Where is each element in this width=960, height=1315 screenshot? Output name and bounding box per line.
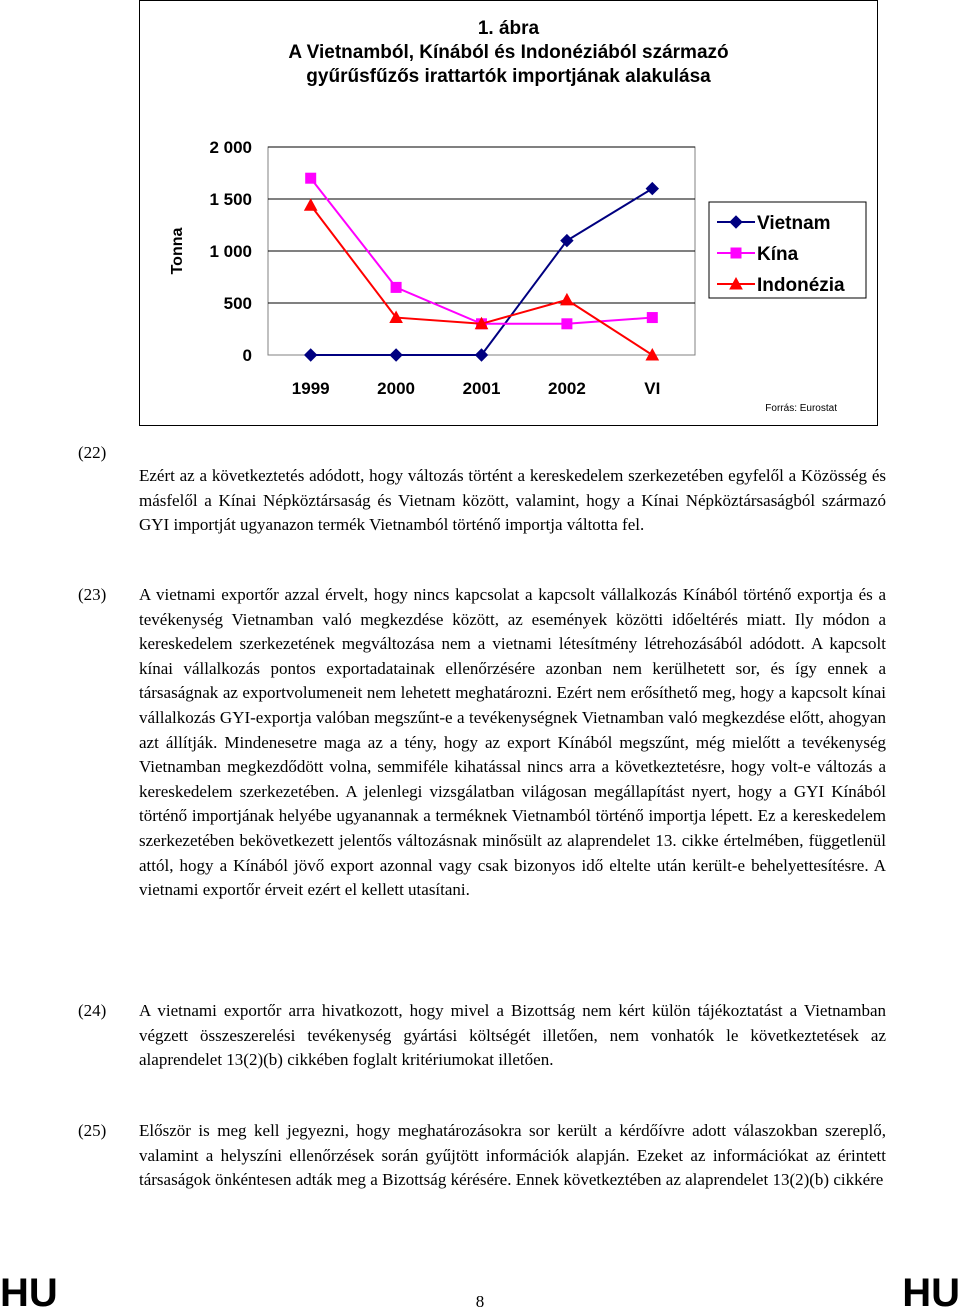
y-axis-title: Tonna [169, 227, 186, 275]
x-tick-label: 1999 [291, 379, 330, 398]
source-note: Forrás: Eurostat [765, 403, 837, 414]
y-tick-label: 2 000 [209, 138, 252, 157]
language-mark-right: HU [902, 1271, 960, 1315]
data-point-indon-zia [561, 294, 573, 305]
figure-title-line-3: gyűrűsfűzős irattartók importjának alakulása [306, 66, 711, 87]
data-point-k-na [562, 319, 572, 329]
paragraph-number: (22) [78, 443, 107, 462]
data-point-k-na [647, 313, 657, 323]
paragraph-22 [78, 441, 886, 538]
data-point-vietnam [646, 183, 658, 195]
x-tick-label: VI [644, 379, 661, 398]
data-point-vietnam [305, 349, 317, 361]
paragraph-text: Ezért az a következtetés adódott, hogy változás történt a kereskedelem szerkezetében egyfelől a Közösség és másfelől a Kínai Népköztársaság és Vietnam között, valamint, hogy a Kínai Népköztársaságból származó GYI importját ugyanazon termék Vietnamból történő importja váltotta fel. [139, 466, 886, 535]
line-chart [140, 1, 877, 425]
series-line-indon-zia [311, 205, 653, 355]
x-tick-label: 2000 [377, 379, 416, 398]
legend-label-vietnam: Vietnam [757, 213, 831, 234]
data-point-vietnam [390, 349, 402, 361]
paragraph-25 [78, 1119, 886, 1193]
y-tick-label: 0 [242, 346, 252, 365]
paragraph-text: Először is meg kell jegyezni, hogy meghatározásokra sor került a kérdőívre adott válaszokban szereplő, valamint a helyszíni ellenőrzések során gyűjtött információk alapján. Ezeket az információkat az érintett társaságok önkéntesen adták meg a Bizottság kérésére. Ennek következtében az alaprendelet 13(2)(b) cikkére [139, 1121, 886, 1190]
data-point-k-na [306, 173, 316, 183]
legend-marker-k-na [731, 248, 741, 258]
figure-box [139, 0, 878, 426]
y-tick-label: 1 000 [209, 242, 252, 261]
paragraph-23 [78, 583, 886, 903]
y-tick-label: 1 500 [209, 190, 252, 209]
legend-label-indon-zia: Indonézia [757, 275, 845, 296]
legend-label-k-na: Kína [757, 244, 799, 265]
paragraph-number: (25) [78, 1121, 107, 1140]
data-point-indon-zia [305, 199, 317, 210]
paragraph-number: (24) [78, 1001, 107, 1020]
paragraph-text: A vietnami exportőr azzal érvelt, hogy nincs kapcsolat a kapcsolt vállalkozás Kínából történő exportja és a tevékenység Vietnamban való megkezdése között, az események közötti időeltérés miatt. Ily módon a kereskedelem szerkezetének megváltozása nem a vietnami létesítmény létrehozásából adódott. A kapcsolt kínai vállalkozás pontos exportadatainak ellenőrzésére azonban nem kerülhetett sor, és így ennek a társaságnak az exportvolumeneit nem lehetett meghatározni. Ezért nem erősíthető meg, hogy a kapcsolt kínai vállalkozás GYI-exportja valóban megszűnt-e a tevékenységnek Vietnamban való megkezdése előtt, ahogyan azt állítják. Mindenesetre maga az a tény, hogy az export Kínából megszűnt, még mielőtt a tevékenység Vietnamban megkezdődött volna, semmiféle kihatással nincs arra a következtetésre, hogy volt-e változás a kereskedelem szerkezetében. A jelenlegi vizsgálatban világosan megállapítást nyert, hogy a GYI Kínából történő importjának helyébe ugyanannak a terméknek Vietnamból történő importja lépett. Ez a kereskedelem szerkezetében bekövetkezett jelentős változásnak minősült az alaprendelet 13. cikke értelmében, függetlenül attól, hogy a Kínából jövő export azonnal vagy csak bizonyos idő eltelte után került-e behelyettesítésre. A vietnami exportőr érveit ezért el kellett utasítani. [139, 585, 886, 900]
x-tick-label: 2002 [547, 379, 586, 398]
figure-title-line-2: A Vietnamból, Kínából és Indonéziából származó [288, 42, 729, 63]
paragraph-text: A vietnami exportőr arra hivatkozott, hogy mivel a Bizottság nem kért külön tájékoztatást a Vietnamban végzett összeszerelési tevékenység gyártási költségét illetően, nem vonhatók le következtetések az alaprendelet 13(2)(b) cikkében foglalt kritériumokat illetően. [139, 1001, 886, 1070]
page-number: 8 [475, 1292, 485, 1311]
y-tick-label: 500 [223, 294, 252, 313]
paragraph-24 [78, 999, 886, 1073]
data-point-k-na [391, 282, 401, 292]
x-tick-label: 2001 [462, 379, 501, 398]
language-mark-left: HU [0, 1271, 58, 1315]
figure-title-line-1: 1. ábra [477, 18, 540, 39]
paragraph-number: (23) [78, 585, 107, 604]
